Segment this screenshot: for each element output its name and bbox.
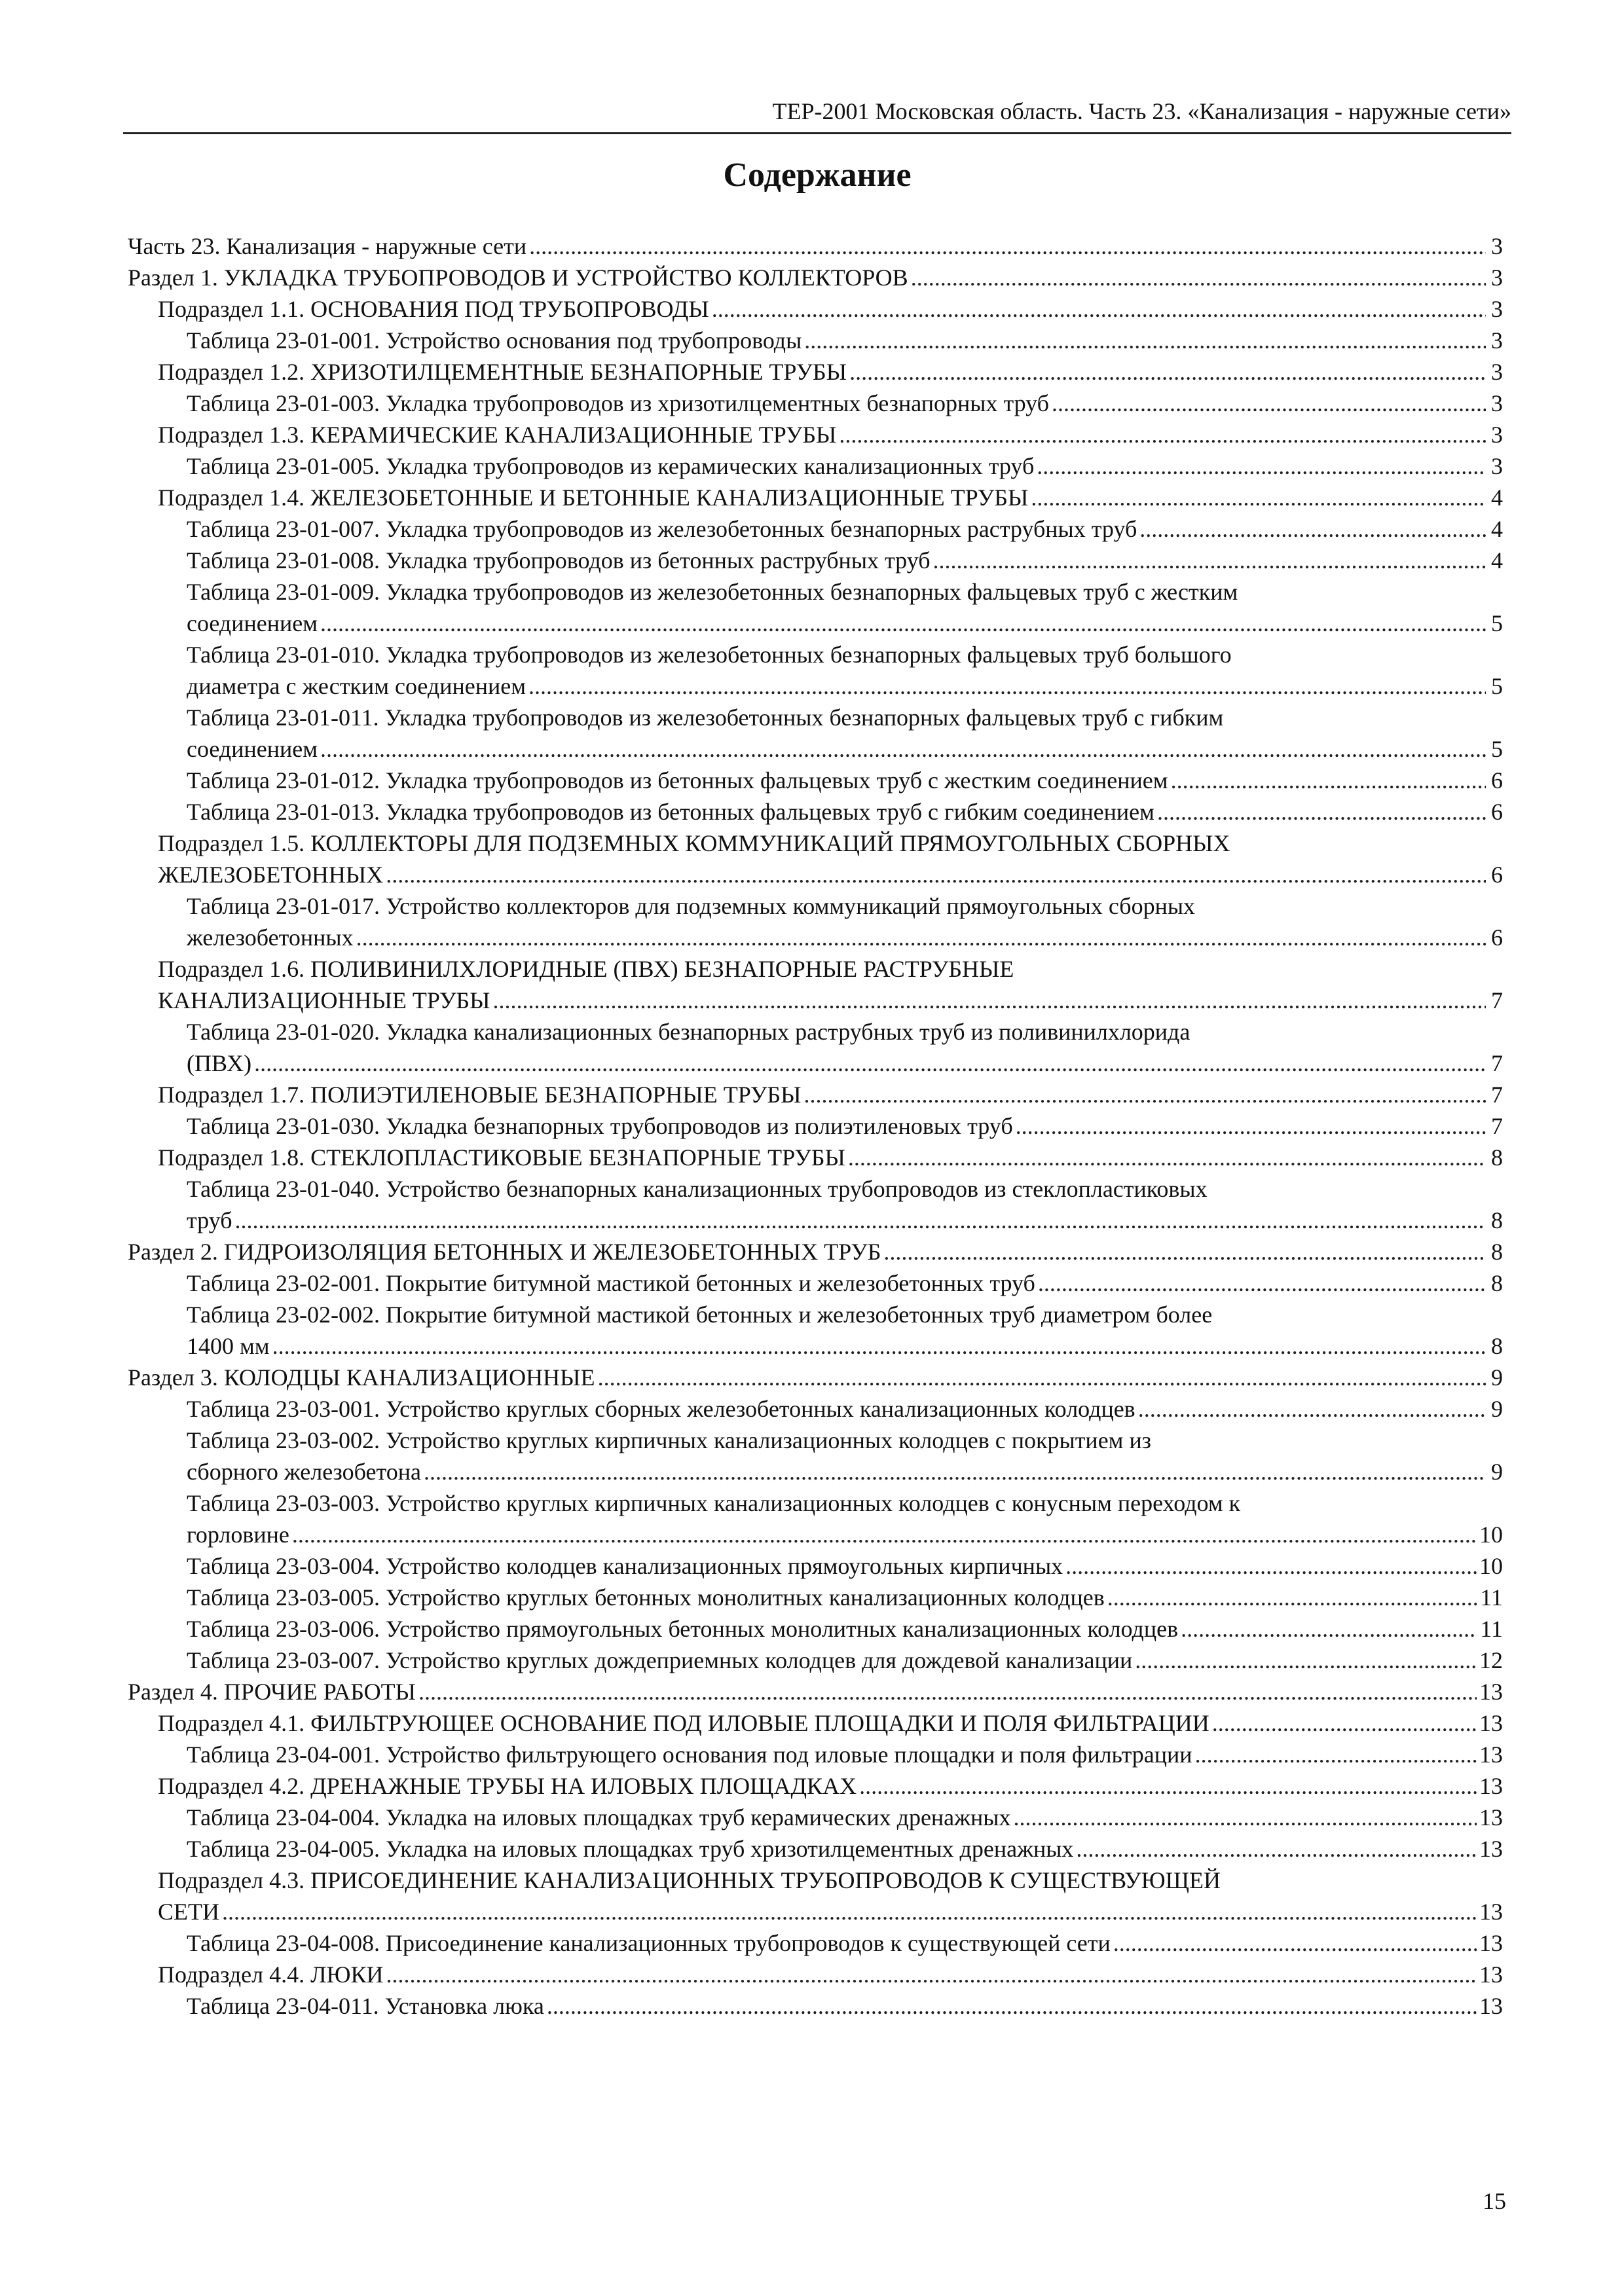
toc-entry-title: Таблица 23-01-007. Укладка трубопроводов из железобетонных безнапорных раструбных труб xyxy=(187,516,1137,542)
toc-entry-title: Таблица 23-01-008. Укладка трубопроводов из бетонных раструбных труб xyxy=(187,547,931,574)
dot-leader xyxy=(933,545,1486,576)
toc-entry-page: 7 xyxy=(1491,1113,1503,1139)
toc-entry-page: 9 xyxy=(1491,1396,1503,1422)
toc-entry-title: Таблица 23-01-011. Укладка трубопроводов из железобетонных безнапорных фальцевых труб с гибким xyxy=(187,704,1224,731)
toc-entry[interactable] xyxy=(187,702,1503,765)
toc-entry-page: 3 xyxy=(1491,327,1503,354)
toc-entry-title: Таблица 23-04-011. Установка люка xyxy=(187,1993,544,2019)
toc-entry-page: 3 xyxy=(1491,422,1503,448)
toc-entry-title: Таблица 23-03-007. Устройство круглых дождеприемных колодцев для дождевой канализации xyxy=(187,1647,1133,1673)
dot-leader xyxy=(712,293,1486,325)
toc-entry-page: 13 xyxy=(1479,1961,1503,1988)
dot-leader xyxy=(1138,1393,1486,1425)
toc-entry-title-continuation: 1400 мм xyxy=(187,1333,270,1359)
dot-leader xyxy=(1195,1739,1477,1770)
toc-entry-page: 7 xyxy=(1491,987,1503,1013)
toc-entry[interactable] xyxy=(158,1770,1503,1802)
toc-entry-title: Подраздел 4.2. ДРЕНАЖНЫЕ ТРУБЫ НА ИЛОВЫХ ПЛОЩАДКАХ xyxy=(158,1773,857,1799)
toc-entry-page: 13 xyxy=(1479,1836,1503,1862)
dot-leader xyxy=(424,1456,1486,1487)
toc-entry-title-continuation: диаметра с жестким соединением xyxy=(187,673,526,699)
toc-entry-title-continuation: СЕТИ xyxy=(158,1899,219,1925)
toc-entry[interactable] xyxy=(128,1676,1503,1707)
toc-entry[interactable] xyxy=(158,482,1503,513)
toc-entry-page: 3 xyxy=(1491,264,1503,291)
toc-entry[interactable] xyxy=(158,828,1503,890)
toc-entry-page: 8 xyxy=(1491,1270,1503,1296)
toc-entry-title: Таблица 23-01-010. Укладка трубопроводов из железобетонных безнапорных фальцевых труб большого xyxy=(187,642,1232,668)
dot-leader xyxy=(222,1896,1477,1927)
toc-entry[interactable] xyxy=(187,450,1503,482)
toc-entry[interactable] xyxy=(187,1173,1503,1236)
toc-entry-title: Таблица 23-04-001. Устройство фильтрующего основания под иловые площадки и поля фильтрации xyxy=(187,1741,1192,1768)
toc-entry[interactable] xyxy=(187,1613,1503,1645)
toc-entry-title-continuation: (ПВХ) xyxy=(187,1050,252,1076)
toc-entry[interactable] xyxy=(128,1236,1503,1267)
toc-entry[interactable] xyxy=(187,1267,1503,1299)
toc-entry-title: Таблица 23-04-004. Укладка на иловых площадках труб керамических дренажных xyxy=(187,1804,1011,1831)
toc-entry-page: 10 xyxy=(1479,1522,1503,1548)
dot-leader xyxy=(883,1236,1486,1267)
toc-entry[interactable] xyxy=(187,890,1503,953)
dot-leader xyxy=(1037,450,1486,482)
toc-entry-title: Подраздел 1.8. СТЕКЛОПЛАСТИКОВЫЕ БЕЗНАПОРНЫЕ ТРУБЫ xyxy=(158,1144,845,1171)
dot-leader xyxy=(1076,1833,1477,1865)
toc-entry-title-continuation: соединением xyxy=(187,610,318,636)
toc-entry[interactable] xyxy=(187,1487,1503,1550)
dot-leader xyxy=(859,1770,1477,1802)
toc-entry-page: 3 xyxy=(1491,233,1503,259)
toc-entry[interactable] xyxy=(158,1142,1503,1173)
toc-entry-page: 9 xyxy=(1491,1364,1503,1391)
toc-entry-title: Таблица 23-03-006. Устройство прямоугольных бетонных монолитных канализационных колодцев xyxy=(187,1616,1179,1642)
toc-entry-title: Таблица 23-01-020. Укладка канализационных безнапорных раструбных труб из поливинилхлорида xyxy=(187,1019,1190,1045)
toc-entry[interactable] xyxy=(128,230,1503,262)
toc-entry[interactable] xyxy=(187,1645,1503,1676)
dot-leader xyxy=(1212,1707,1477,1739)
toc-entry-page: 10 xyxy=(1479,1553,1503,1579)
toc-entry-page: 8 xyxy=(1491,1333,1503,1359)
dot-leader xyxy=(1107,1582,1478,1613)
toc-entry[interactable] xyxy=(187,545,1503,576)
toc-entry[interactable] xyxy=(158,419,1503,450)
toc-entry-page: 3 xyxy=(1491,296,1503,322)
dot-leader xyxy=(1181,1613,1477,1645)
toc-entry-title: Таблица 23-04-008. Присоединение канализационных трубопроводов к существующей сети xyxy=(187,1930,1111,1956)
toc-entry-title-continuation: КАНАЛИЗАЦИОННЫЕ ТРУБЫ xyxy=(158,987,490,1013)
toc-entry-title: Таблица 23-01-040. Устройство безнапорных канализационных трубопроводов из стеклопластиковых xyxy=(187,1176,1208,1202)
toc-entry[interactable] xyxy=(187,576,1503,639)
toc-entry[interactable] xyxy=(187,1833,1503,1865)
toc-entry[interactable] xyxy=(187,1393,1503,1425)
toc-entry-title-continuation: труб xyxy=(187,1207,232,1233)
toc-entry-title: Таблица 23-04-005. Укладка на иловых площадках труб хризотилцементных дренажных xyxy=(187,1836,1074,1862)
dot-leader xyxy=(356,922,1486,953)
dot-leader xyxy=(1014,1802,1477,1833)
dot-leader xyxy=(911,262,1486,293)
toc-entry[interactable] xyxy=(187,1582,1503,1613)
toc-entry-page: 5 xyxy=(1491,673,1503,699)
dot-leader xyxy=(598,1362,1486,1393)
toc-entry-page: 13 xyxy=(1479,1993,1503,2019)
toc-entry-page: 13 xyxy=(1479,1899,1503,1925)
toc-entry[interactable] xyxy=(187,1990,1503,2022)
toc-entry[interactable] xyxy=(158,1707,1503,1739)
dot-leader xyxy=(1065,1550,1477,1582)
toc-entry-page: 6 xyxy=(1491,924,1503,951)
toc-entry-title: Таблица 23-01-009. Укладка трубопроводов из железобетонных безнапорных фальцевых труб с жестким xyxy=(187,579,1238,605)
toc-entry-title: Таблица 23-01-001. Устройство основания под трубопроводы xyxy=(187,327,802,354)
toc-entry-title: Подраздел 1.2. ХРИЗОТИЛЦЕМЕНТНЫЕ БЕЗНАПОРНЫЕ ТРУБЫ xyxy=(158,359,847,385)
toc-entry[interactable] xyxy=(158,356,1503,388)
toc-entry-title: Подраздел 1.3. КЕРАМИЧЕСКИЕ КАНАЛИЗАЦИОННЫЕ ТРУБЫ xyxy=(158,422,837,448)
toc-entry-page: 13 xyxy=(1479,1710,1503,1736)
toc-entry[interactable] xyxy=(158,953,1503,1016)
toc-entry-page: 8 xyxy=(1491,1144,1503,1171)
toc-entry-page: 13 xyxy=(1479,1804,1503,1831)
toc-entry-page: 8 xyxy=(1491,1239,1503,1265)
toc-entry[interactable] xyxy=(187,1016,1503,1079)
toc-entry-page: 6 xyxy=(1491,862,1503,888)
dot-leader xyxy=(493,985,1486,1016)
dot-leader xyxy=(1157,796,1486,828)
dot-leader xyxy=(1038,1267,1486,1299)
toc-entry-page: 4 xyxy=(1491,516,1503,542)
toc-entry[interactable] xyxy=(128,1362,1503,1393)
toc-entry-page: 6 xyxy=(1491,799,1503,825)
toc-entry-page: 5 xyxy=(1491,610,1503,636)
dot-leader xyxy=(1031,482,1486,513)
toc-entry-title: Таблица 23-02-001. Покрытие битумной мастикой бетонных и железобетонных труб xyxy=(187,1270,1035,1296)
toc-entry[interactable] xyxy=(187,1425,1503,1487)
toc-entry-page: 4 xyxy=(1491,484,1503,511)
toc-entry[interactable] xyxy=(187,796,1503,828)
toc-entry-title: Подраздел 4.4. ЛЮКИ xyxy=(158,1961,384,1988)
dot-leader xyxy=(1139,513,1486,545)
toc-entry[interactable] xyxy=(158,1959,1503,1990)
dot-leader xyxy=(272,1330,1486,1362)
toc-entry-page: 3 xyxy=(1491,453,1503,479)
toc-entry[interactable] xyxy=(187,765,1503,796)
toc-entry[interactable] xyxy=(187,388,1503,419)
page-number: 15 xyxy=(1483,2188,1506,2214)
toc-entry-title: Таблица 23-01-003. Укладка трубопроводов из хризотилцементных безнапорных труб xyxy=(187,390,1049,416)
toc-entry-title: Таблица 23-01-017. Устройство коллекторов для подземных коммуникаций прямоугольных сборных xyxy=(187,893,1196,919)
dot-leader xyxy=(235,1205,1486,1236)
dot-leader xyxy=(804,325,1486,356)
toc-entry[interactable] xyxy=(158,293,1503,325)
dot-leader xyxy=(529,230,1486,262)
dot-leader xyxy=(849,356,1486,388)
toc-entry-title-continuation: железобетонных xyxy=(187,924,354,951)
toc-entry[interactable] xyxy=(158,1865,1503,1927)
running-header: ТЕР-2001 Московская область. Часть 23. «Канализация - наружные сети» xyxy=(123,98,1511,134)
toc-entry-page: 7 xyxy=(1491,1050,1503,1076)
table-of-contents xyxy=(128,230,1503,2022)
dot-leader xyxy=(320,608,1486,639)
toc-entry-page: 12 xyxy=(1479,1647,1503,1673)
toc-entry-title: Таблица 23-01-013. Укладка трубопроводов из бетонных фальцевых труб с гибким соединением xyxy=(187,799,1154,825)
toc-entry-page: 3 xyxy=(1491,359,1503,385)
dot-leader xyxy=(254,1048,1486,1079)
toc-entry[interactable] xyxy=(187,639,1503,702)
toc-entry-title: Таблица 23-03-002. Устройство круглых кирпичных канализационных колодцев с покрытием из xyxy=(187,1427,1151,1453)
toc-entry-title: Раздел 2. ГИДРОИЗОЛЯЦИЯ БЕТОННЫХ И ЖЕЛЕЗОБЕТОННЫХ ТРУБ xyxy=(128,1239,881,1265)
toc-entry[interactable] xyxy=(187,1802,1503,1833)
toc-entry-title: Подраздел 1.5. КОЛЛЕКТОРЫ ДЛЯ ПОДЗЕМНЫХ КОММУНИКАЦИЙ ПРЯМОУГОЛЬНЫХ СБОРНЫХ xyxy=(158,830,1230,856)
toc-entry-title: Таблица 23-02-002. Покрытие битумной мастикой бетонных и железобетонных труб диаметром более xyxy=(187,1302,1213,1328)
dot-leader xyxy=(386,859,1486,890)
dot-leader xyxy=(1135,1645,1477,1676)
toc-entry[interactable] xyxy=(187,1927,1503,1959)
toc-entry-title-continuation: горловине xyxy=(187,1522,289,1548)
toc-entry-title: Раздел 1. УКЛАДКА ТРУБОПРОВОДОВ И УСТРОЙСТВО КОЛЛЕКТОРОВ xyxy=(128,264,908,291)
dot-leader xyxy=(1052,388,1486,419)
toc-entry-title: Подраздел 4.3. ПРИСОЕДИНЕНИЕ КАНАЛИЗАЦИОННЫХ ТРУБОПРОВОДОВ К СУЩЕСТВУЮЩЕЙ xyxy=(158,1867,1221,1893)
dot-leader xyxy=(803,1079,1486,1110)
toc-entry-title: Таблица 23-01-012. Укладка трубопроводов из бетонных фальцевых труб с жестким соединением xyxy=(187,767,1168,793)
toc-entry[interactable] xyxy=(187,1110,1503,1142)
toc-entry-page: 13 xyxy=(1479,1679,1503,1705)
toc-entry-title: Подраздел 1.6. ПОЛИВИНИЛХЛОРИДНЫЕ (ПВХ) БЕЗНАПОРНЫЕ РАСТРУБНЫЕ xyxy=(158,956,1014,982)
toc-entry-title: Таблица 23-03-003. Устройство круглых кирпичных канализационных колодцев с конусным переходом к xyxy=(187,1490,1241,1516)
toc-entry[interactable] xyxy=(128,262,1503,293)
toc-entry-page: 3 xyxy=(1491,390,1503,416)
toc-entry-page: 13 xyxy=(1479,1741,1503,1768)
toc-entry-title: Таблица 23-03-001. Устройство круглых сборных железобетонных канализационных колодцев xyxy=(187,1396,1135,1422)
toc-entry-title-continuation: ЖЕЛЕЗОБЕТОННЫХ xyxy=(158,862,384,888)
toc-entry[interactable] xyxy=(187,513,1503,545)
toc-entry-title: Подраздел 1.7. ПОЛИЭТИЛЕНОВЫЕ БЕЗНАПОРНЫЕ ТРУБЫ xyxy=(158,1082,802,1108)
toc-entry-title: Таблица 23-03-005. Устройство круглых бетонных монолитных канализационных колодцев xyxy=(187,1584,1105,1611)
toc-entry-page: 9 xyxy=(1491,1459,1503,1485)
dot-leader xyxy=(1171,765,1486,796)
toc-entry-title-continuation: сборного железобетона xyxy=(187,1459,421,1485)
toc-entry-page: 8 xyxy=(1491,1207,1503,1233)
toc-entry-title: Таблица 23-01-005. Укладка трубопроводов из керамических канализационных труб xyxy=(187,453,1035,479)
dot-leader xyxy=(320,733,1486,765)
toc-entry-page: 11 xyxy=(1480,1616,1503,1642)
dot-leader xyxy=(418,1676,1477,1707)
toc-entry-title: Часть 23. Канализация - наружные сети xyxy=(128,233,527,259)
dot-leader xyxy=(386,1959,1477,1990)
toc-entry[interactable] xyxy=(187,1739,1503,1770)
dot-leader xyxy=(839,419,1486,450)
toc-entry-title: Раздел 3. КОЛОДЦЫ КАНАЛИЗАЦИОННЫЕ xyxy=(128,1364,595,1391)
dot-leader xyxy=(547,1990,1477,2022)
toc-entry-title: Подраздел 4.1. ФИЛЬТРУЮЩЕЕ ОСНОВАНИЕ ПОД ИЛОВЫЕ ПЛОЩАДКИ И ПОЛЯ ФИЛЬТРАЦИИ xyxy=(158,1710,1209,1736)
dot-leader xyxy=(528,670,1486,702)
toc-entry-page: 4 xyxy=(1491,547,1503,574)
toc-entry-title: Таблица 23-03-004. Устройство колодцев канализационных прямоугольных кирпичных xyxy=(187,1553,1063,1579)
toc-entry-page: 13 xyxy=(1479,1773,1503,1799)
toc-entry-title: Таблица 23-01-030. Укладка безнапорных трубопроводов из полиэтиленовых труб xyxy=(187,1113,1013,1139)
toc-entry-page: 7 xyxy=(1491,1082,1503,1108)
dot-leader xyxy=(848,1142,1486,1173)
page-title: Содержание xyxy=(723,156,912,194)
toc-entry[interactable] xyxy=(158,1079,1503,1110)
toc-entry[interactable] xyxy=(187,1550,1503,1582)
toc-entry-title: Подраздел 1.4. ЖЕЛЕЗОБЕТОННЫЕ И БЕТОННЫЕ КАНАЛИЗАЦИОННЫЕ ТРУБЫ xyxy=(158,484,1029,511)
toc-entry[interactable] xyxy=(187,325,1503,356)
toc-entry-title: Подраздел 1.1. ОСНОВАНИЯ ПОД ТРУБОПРОВОДЫ xyxy=(158,296,709,322)
toc-entry-page: 5 xyxy=(1491,736,1503,762)
dot-leader xyxy=(1113,1927,1477,1959)
toc-entry-page: 6 xyxy=(1491,767,1503,793)
toc-entry[interactable] xyxy=(187,1299,1503,1362)
dot-leader xyxy=(292,1519,1477,1550)
dot-leader xyxy=(1016,1110,1486,1142)
toc-entry-page: 11 xyxy=(1480,1584,1503,1611)
toc-entry-title: Раздел 4. ПРОЧИЕ РАБОТЫ xyxy=(128,1679,416,1705)
toc-entry-title-continuation: соединением xyxy=(187,736,318,762)
toc-entry-page: 13 xyxy=(1479,1930,1503,1956)
